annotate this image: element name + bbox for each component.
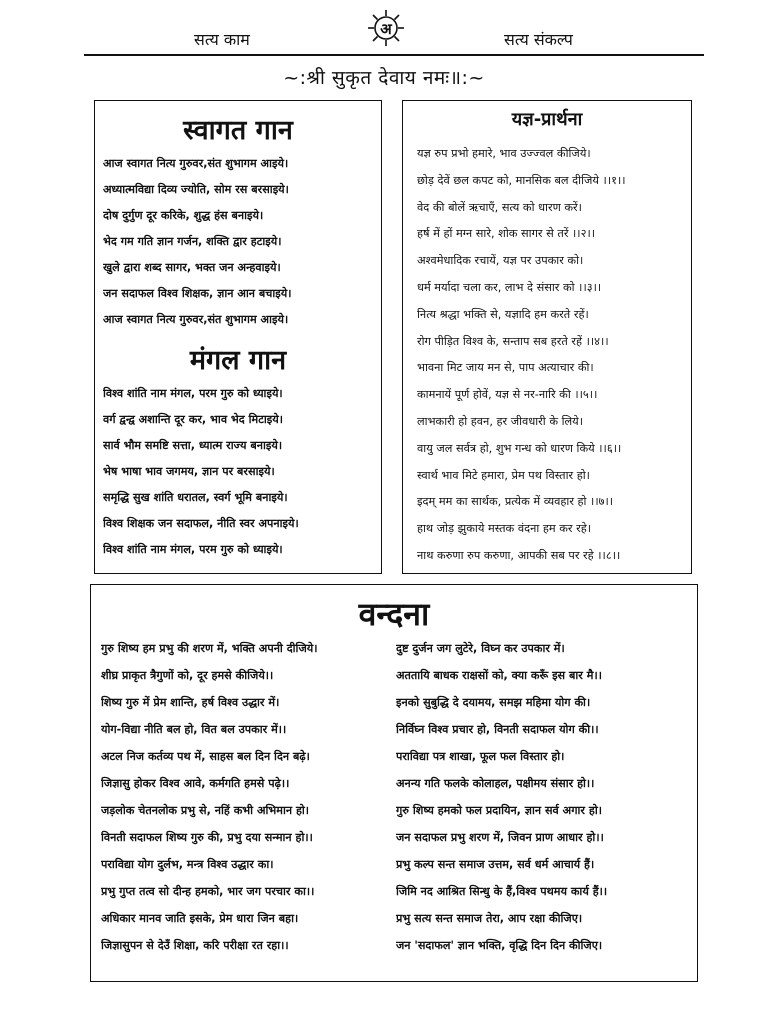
mangal-line: समृद्धि सुख शांति धरातल, स्वर्ग भूमि बनाइये। [103, 491, 288, 504]
swagat-line: खुले द्वारा शब्द सागर, भक्त जन अन्हवाइये। [103, 261, 281, 274]
vandana-line: विनती सदाफल शिष्य गुरु की, प्रभु दया सन्मान हो।। [101, 831, 313, 844]
vandana-line: प्रभु कल्प सन्त समाज उत्तम, सर्व धर्म आचार्य हैं। [396, 858, 595, 871]
mangal-line: विश्व शांति नाम मंगल, परम गुरु को ध्याइये। [103, 387, 283, 400]
vandana-line: जन 'सदाफल' ज्ञान भक्ति, वृद्धि दिन दिन कीजिए। [396, 939, 603, 952]
mangal-line: विश्व शिक्षक जन सदाफल, नीति स्वर अपनाइये। [103, 517, 299, 530]
vandana-line: इनको सुबुद्धि दे दयामय, समझ महिमा योग की। [396, 696, 591, 709]
vandana-left-column [101, 635, 396, 959]
swagat-line: आज स्वागत नित्य गुरुवर,संत शुभागम आइये। [103, 313, 289, 326]
prarthana-line: भावना मिट जाय मन से, पाप अत्याचार की। [417, 361, 594, 375]
prarthana-line: नाथ करुणा रुप करुणा, आपकी सब पर रहे ।।८।। [417, 548, 621, 562]
prarthana-line: नित्य श्रद्धा भक्ति से, यज्ञादि हम करते रहें। [417, 307, 589, 321]
prarthana-lines [403, 135, 691, 570]
swagat-line: दोष दुर्गुण दूर करिके, शुद्ध हंस बनाइये। [103, 209, 264, 222]
prarthana-title: यज्ञ-प्रार्थना [511, 109, 583, 130]
swagat-line: भेद गम गति ज्ञान गर्जन, शक्ति द्वार हटाइये। [103, 235, 282, 248]
vandana-line: जिमि नद आश्रित सिन्धु के हैं,विश्व पथमय कार्य हैं।। [396, 885, 608, 898]
prarthana-line: इदम् मम का सार्थक, प्रत्येक में व्यवहार हो ।।७।। [417, 495, 614, 509]
vandana-line: अततायि बाधक राक्षसों को, क्या करूँ इस बार मै।। [396, 669, 602, 682]
prarthana-line: यज्ञ रुप प्रभो हमारे, भाव उज्ज्वल कीजिये। [417, 147, 591, 160]
swagat-mangal-box [94, 100, 382, 574]
vandana-line: शिष्य गुरु में प्रेम शान्ति, हर्ष विश्व उद्धार में। [101, 696, 280, 709]
prarthana-line: अश्वमेधादिक रचायें, यज्ञ पर उपकार को। [417, 254, 584, 268]
vandana-columns [91, 635, 697, 959]
prarthana-line: लाभकारी हो हवन, हर जीवधारी के लिये। [417, 414, 584, 428]
vandana-line: जन सदाफल प्रभु शरण में, जिवन प्राण आधार हो।। [396, 831, 604, 844]
vandana-line: जिज्ञासुपन से देउँ शिक्षा, करि परीक्षा रत रहा।। [101, 939, 289, 952]
vandana-line: गुरु शिष्य हमको फल प्रदायिन, ज्ञान सर्व अगार हो। [396, 804, 602, 817]
vandana-line: पराविद्या योग दुर्लभ, मन्त्र विश्व उद्धार का। [101, 858, 274, 871]
vandana-line: योग-विद्या नीति बल हो, वित बल उपकार में।। [101, 723, 287, 736]
mangal-lines [95, 381, 381, 563]
prarthana-line: कामनायें पूर्ण होवें, यज्ञ से नर-नारि की ।।५।। [417, 388, 598, 402]
vandana-line: जिज्ञासु होकर विश्व आवे, कर्मगति हमसे पढ़े।। [101, 777, 290, 790]
swagat-line: आज स्वागत नित्य गुरुवर,संत शुभागम आइये। [103, 157, 289, 170]
vandana-line: अटल निज कर्तव्य पथ में, साहस बल दिन दिन बढ़े। [101, 750, 310, 763]
swagat-line: जन सदाफल विश्व शिक्षक, ज्ञान आन बचाइये। [103, 287, 292, 300]
header-right-motto: सत्य संकल्प [504, 30, 573, 49]
vandana-right-column [396, 635, 691, 959]
vandana-line: प्रभु सत्य सन्त समाज तेरा, आप रक्षा कीजिए। [396, 912, 583, 925]
swagat-line: अध्यात्मविद्या दिव्य ज्योति, सोम रस बरसाइये। [103, 183, 289, 196]
invocation-line: ~:श्री सुकृत देवाय नमः॥:~ [283, 67, 485, 89]
prarthana-line: वेद की बोलें ऋचाएँ, सत्य को धारण करें। [417, 200, 582, 214]
page-header [84, 6, 704, 56]
prarthana-line: हाथ जोड़ झुकाये मस्तक वंदना हम कर रहे। [417, 522, 592, 536]
om-sun-logo-icon [366, 8, 406, 48]
header-left-motto: सत्य काम [194, 30, 250, 49]
mangal-line: सार्व भौम समष्टि सत्ता, ध्यात्म राज्य बनाइये। [103, 439, 283, 452]
vandana-line: निर्विघ्न विश्व प्रचार हो, विनती सदाफल योग की।। [396, 723, 599, 736]
vandana-line: अधिकार मानव जाति इसके, प्रेम धारा जिन बहा। [101, 912, 299, 925]
logo-letter: अ [380, 20, 392, 38]
swagat-title: स्वागत गान [183, 115, 293, 146]
prarthana-line: हर्ष में हों मग्न सारे, शोक सागर से तरें ।।२।। [417, 227, 596, 241]
prarthana-line: स्वार्थ भाव मिटे हमारा, प्रेम पथ विस्तार हो। [417, 468, 590, 482]
prarthana-line: छोड़ देवें छल कपट को, मानसिक बल दीजिये ।।१।। [417, 173, 626, 187]
vandana-line: अनन्य गति फलके कोलाहल, पक्षीमय संसार हो।। [396, 777, 595, 790]
prarthana-line: रोग पीड़ित विश्व के, सन्ताप सब हरते रहें ।।४।। [417, 334, 609, 348]
swagat-lines [95, 151, 381, 333]
vandana-line: शीघ्र प्राकृत त्रैगुणों को, दूर हमसे कीजिये।। [101, 669, 274, 682]
vandana-box [90, 584, 698, 982]
mangal-line: भेष भाषा भाव जगमय, ज्ञान पर बरसाइये। [103, 465, 275, 478]
vandana-line: दुष्ट दुर्जन जग लुटेरे, विघ्न कर उपकार में। [396, 642, 565, 655]
prarthana-line: वायु जल सर्वत्र हो, शुभ गन्ध को धारण किये ।।६।। [417, 441, 622, 455]
vandana-title: वन्दना [358, 595, 430, 633]
vandana-line: जड़लोक चेतनलोक प्रभु से, नहिं कभी अभिमान हो। [101, 804, 310, 817]
yagya-prarthana-box [402, 100, 692, 574]
vandana-line: पराविद्या पत्र शाखा, फूल फल विस्तार हो। [396, 750, 565, 763]
prarthana-line: धर्म मर्यादा चला कर, लाभ दे संसार को ।।३।। [417, 280, 602, 294]
mangal-line: वर्ग द्वन्द्व अशान्ति दूर कर, भाव भेद मिटाइये। [103, 413, 283, 426]
vandana-line: प्रभु गुप्त तत्व सो दीन्ह हमको, भार जग परचार का।। [101, 885, 315, 898]
mangal-title: मंगल गान [189, 345, 287, 376]
vandana-line: गुरु शिष्य हम प्रभु की शरण में, भक्ति अपनी दीजिये। [101, 642, 318, 655]
mangal-line: विश्व शांति नाम मंगल, परम गुरु को ध्याइये। [103, 543, 283, 556]
